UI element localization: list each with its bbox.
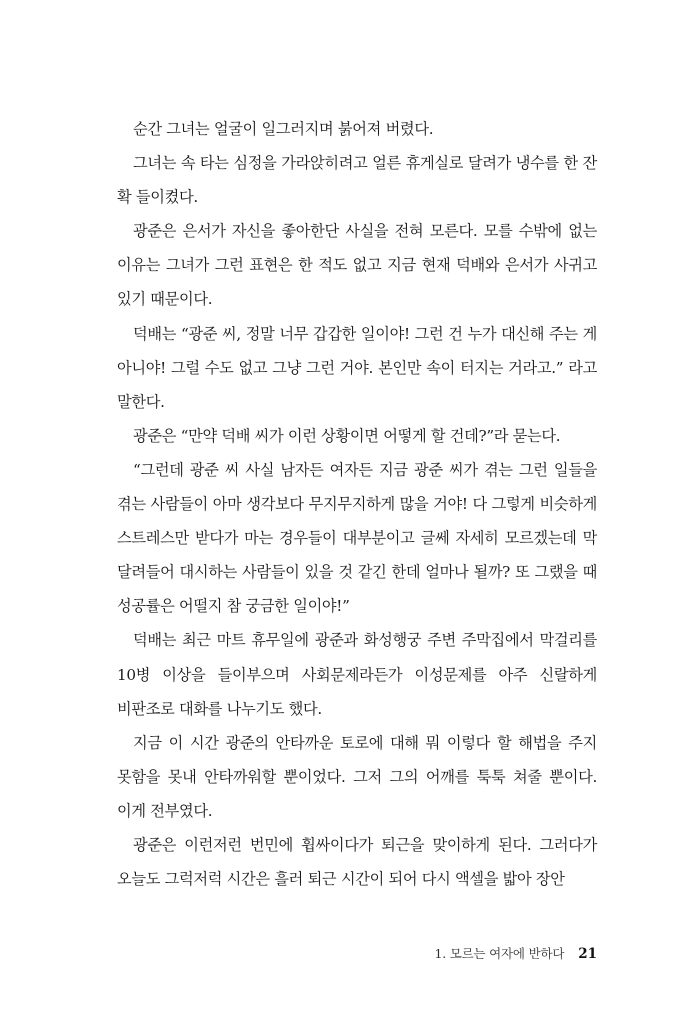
paragraph: 덕배는 최근 마트 휴무일에 광준과 화성행궁 주변 주막집에서 막걸리를 10병 이상을 들이부으며 사회문제라든가 이성문제를 아주 신랄하게 비판조로 대화를 나누기도 했다. [117, 631, 597, 718]
paragraph: 덕배는 “광준 씨, 정말 너무 갑갑한 일이야! 그런 건 누가 대신해 주는 게 아니야! 그럴 수도 없고 그냥 그런 거야. 본인만 속이 터지는 거라고.” 라고 말한다. [117, 324, 597, 411]
running-chapter-title: 1. 모르는 여자에 반하다 [434, 946, 565, 961]
paragraph: 그녀는 속 타는 심정을 가라앉히려고 얼른 휴게실로 달려가 냉수를 한 잔 확 들이켰다. [117, 154, 597, 207]
paragraph: 광준은 “만약 덕배 씨가 이런 상황이면 어떻게 할 건데?”라 묻는다. [133, 426, 561, 445]
paragraph: “그런데 광준 씨 사실 남자든 여자든 지금 광준 씨가 겪는 그런 일들을 겪는 사람들이 아마 생각보다 무지무지하게 많을 거야! 다 그렇게 비슷하게 스트레스만 받다가 마는 경우들이 대부분이고 글쎄 자세히 모르겠는데 막 달려들어 대시하는 사람들이 있을 것 같긴 한데 얼마나 될까? 또 그랬을 때 성공률은 어떨지 참 궁금한 일이야!” [117, 460, 597, 616]
paragraph: 지금 이 시간 광준의 안타까운 토로에 대해 뭐 이렇다 할 해법을 주지 못함을 못내 안타까워할 뿐이었다. 그저 그의 어깨를 툭툭 쳐줄 뿐이다. 이게 전부였다. [117, 733, 597, 820]
body-text [117, 112, 597, 896]
paragraph: 광준은 은서가 자신을 좋아한단 사실을 전혀 모른다. 모를 수밖에 없는 이유는 그녀가 그런 표현은 한 적도 없고 지금 현재 덕배와 은서가 사귀고 있기 때문이다. [117, 222, 597, 309]
page-footer [434, 944, 597, 962]
paragraph: 순간 그녀는 얼굴이 일그러지며 붉어져 버렸다. [133, 120, 434, 138]
paragraph: 광준은 이런저런 번민에 휩싸이다가 퇴근을 맞이하게 된다. 그러다가 오늘도 그럭저럭 시간은 흘러 퇴근 시간이 되어 다시 액셀을 밟아 장안 [117, 835, 597, 889]
page-number: 21 [578, 946, 597, 962]
